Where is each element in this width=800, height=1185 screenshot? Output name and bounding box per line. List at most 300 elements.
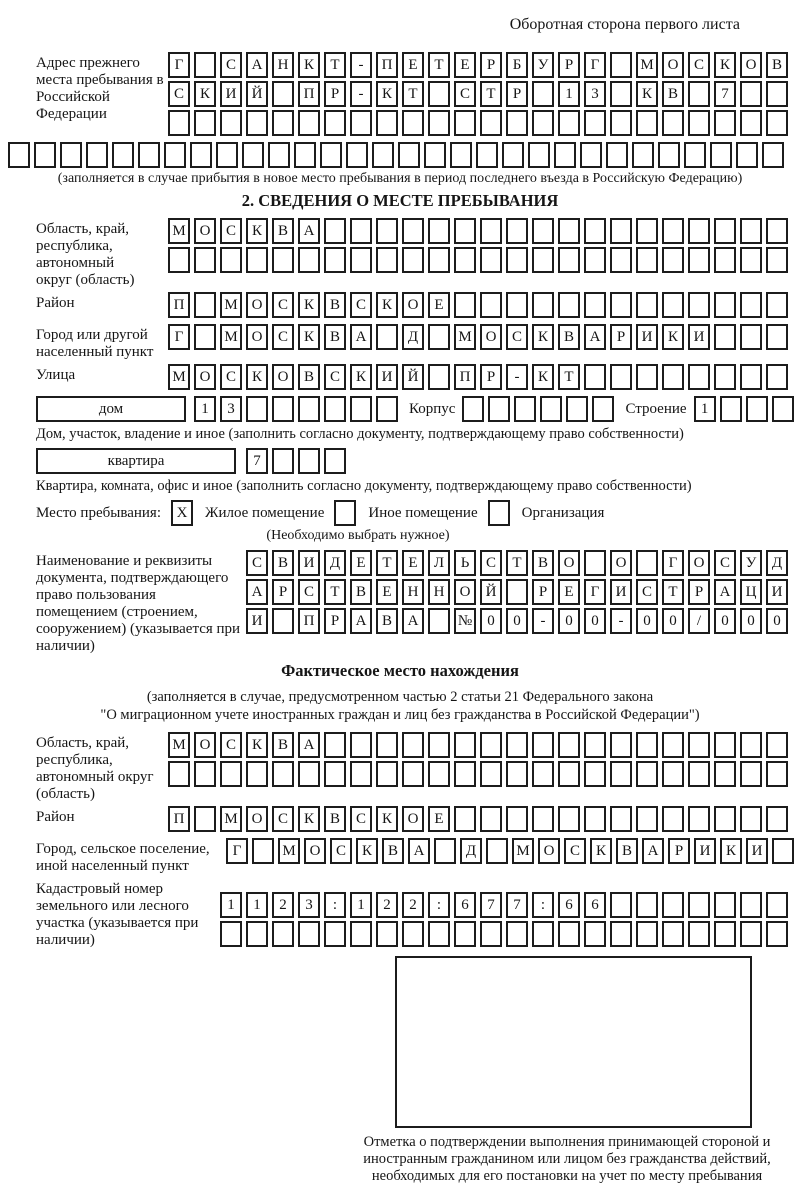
- char-cell: [220, 247, 242, 273]
- char-cell: 6: [584, 892, 606, 918]
- char-cell: /: [688, 608, 710, 634]
- char-cell: Н: [402, 579, 424, 605]
- char-cell: И: [220, 81, 242, 107]
- char-cell: [532, 247, 554, 273]
- char-row: [168, 761, 792, 787]
- char-cell: [190, 142, 212, 168]
- char-cell: [294, 142, 316, 168]
- char-cell: [402, 218, 424, 244]
- char-cell: 2: [272, 892, 294, 918]
- char-cell: [762, 142, 784, 168]
- char-cell: [688, 364, 710, 390]
- char-cell: С: [272, 806, 294, 832]
- char-row: [168, 110, 792, 136]
- char-cell: С: [350, 292, 372, 318]
- char-cell: [740, 324, 762, 350]
- char-cell: С: [324, 364, 346, 390]
- char-cell: [324, 396, 346, 422]
- char-cell: [428, 761, 450, 787]
- char-cell: [532, 81, 554, 107]
- char-cell: [506, 110, 528, 136]
- char-cell: [662, 892, 684, 918]
- kadastr-label: Кадастровый номер земельного или лесного участка (указывается при наличии): [36, 881, 199, 948]
- char-cell: [454, 921, 476, 947]
- char-cell: [480, 732, 502, 758]
- char-cell: М: [168, 218, 190, 244]
- gorod-block: [8, 324, 792, 361]
- char-cell: Т: [506, 550, 528, 576]
- char-cell: [454, 761, 476, 787]
- char-cell: К: [350, 364, 372, 390]
- char-cell: К: [662, 324, 684, 350]
- char-cell: [662, 110, 684, 136]
- char-cell: В: [532, 550, 554, 576]
- char-cell: [662, 218, 684, 244]
- char-cell: М: [454, 324, 476, 350]
- char-cell: Р: [610, 324, 632, 350]
- char-row: [694, 396, 798, 422]
- char-cell: О: [246, 324, 268, 350]
- char-cell: [766, 247, 788, 273]
- fact-subtitle-line2: "О миграционном учете иностранных граждан и лиц без гражданства в Российской Федерации"): [100, 707, 700, 723]
- char-cell: С: [454, 81, 476, 107]
- char-cell: А: [298, 218, 320, 244]
- char-cell: К: [298, 324, 320, 350]
- char-cell: [350, 218, 372, 244]
- char-cell: [740, 892, 762, 918]
- fact-raion-label: Район: [36, 809, 75, 825]
- char-cell: Р: [688, 579, 710, 605]
- char-cell: [714, 218, 736, 244]
- char-cell: [740, 110, 762, 136]
- char-cell: [688, 732, 710, 758]
- checkbox-zhiloe: X: [171, 500, 193, 526]
- prev-address-block: [8, 52, 792, 139]
- char-cell: 1: [694, 396, 716, 422]
- char-cell: [584, 550, 606, 576]
- char-cell: [506, 292, 528, 318]
- char-cell: [194, 52, 216, 78]
- char-cell: [636, 892, 658, 918]
- char-cell: [194, 324, 216, 350]
- char-cell: [558, 110, 580, 136]
- char-cell: [688, 292, 710, 318]
- char-cell: А: [298, 732, 320, 758]
- char-cell: [714, 761, 736, 787]
- char-cell: А: [350, 608, 372, 634]
- char-cell: -: [506, 364, 528, 390]
- char-cell: 0: [480, 608, 502, 634]
- char-row: [462, 396, 618, 422]
- char-cell: С: [688, 52, 710, 78]
- dom-row: [36, 396, 792, 422]
- char-cell: [636, 921, 658, 947]
- char-cell: [194, 806, 216, 832]
- char-cell: 0: [558, 608, 580, 634]
- char-cell: 0: [584, 608, 606, 634]
- char-cell: [298, 110, 320, 136]
- char-cell: [194, 247, 216, 273]
- char-cell: 6: [558, 892, 580, 918]
- char-cell: 7: [506, 892, 528, 918]
- char-cell: [736, 142, 758, 168]
- char-cell: [662, 292, 684, 318]
- char-cell: М: [512, 838, 534, 864]
- char-cell: [662, 732, 684, 758]
- char-cell: Г: [168, 324, 190, 350]
- char-cell: К: [636, 81, 658, 107]
- char-cell: Р: [324, 81, 346, 107]
- char-cell: [636, 806, 658, 832]
- char-cell: И: [610, 579, 632, 605]
- char-cell: [376, 247, 398, 273]
- char-cell: [220, 921, 242, 947]
- char-cell: [376, 732, 398, 758]
- char-cell: [86, 142, 108, 168]
- char-cell: [558, 921, 580, 947]
- char-cell: [584, 247, 606, 273]
- char-cell: -: [532, 608, 554, 634]
- char-cell: Д: [766, 550, 788, 576]
- char-cell: В: [298, 364, 320, 390]
- char-cell: П: [376, 52, 398, 78]
- char-cell: [60, 142, 82, 168]
- char-cell: Т: [402, 81, 424, 107]
- char-cell: [428, 608, 450, 634]
- char-cell: [402, 921, 424, 947]
- char-cell: [434, 838, 456, 864]
- char-cell: П: [298, 608, 320, 634]
- char-cell: М: [220, 324, 242, 350]
- char-cell: Т: [558, 364, 580, 390]
- char-cell: [428, 921, 450, 947]
- char-cell: [272, 921, 294, 947]
- char-cell: [662, 364, 684, 390]
- char-cell: [252, 838, 274, 864]
- char-cell: [424, 142, 446, 168]
- char-cell: С: [506, 324, 528, 350]
- option-zhiloe-label: Жилое помещение: [205, 504, 325, 521]
- char-cell: [324, 732, 346, 758]
- oblast-rows: [168, 218, 792, 276]
- char-cell: Р: [532, 579, 554, 605]
- char-cell: [350, 921, 372, 947]
- char-cell: О: [558, 550, 580, 576]
- char-cell: [688, 921, 710, 947]
- char-cell: Г: [168, 52, 190, 78]
- char-cell: [688, 806, 710, 832]
- char-cell: [324, 448, 346, 474]
- char-cell: [298, 448, 320, 474]
- char-cell: [402, 247, 424, 273]
- char-cell: А: [246, 579, 268, 605]
- char-cell: Г: [226, 838, 248, 864]
- char-cell: [454, 732, 476, 758]
- fact-raion-block: [8, 806, 792, 835]
- char-cell: [194, 110, 216, 136]
- char-cell: [528, 142, 550, 168]
- char-cell: [662, 921, 684, 947]
- char-cell: [194, 292, 216, 318]
- char-cell: [532, 292, 554, 318]
- char-cell: [610, 81, 632, 107]
- char-cell: [428, 81, 450, 107]
- page-header-note: Оборотная сторона первого листа: [509, 16, 740, 33]
- char-cell: [558, 806, 580, 832]
- char-cell: [428, 110, 450, 136]
- char-cell: [350, 396, 372, 422]
- char-cell: Е: [402, 550, 424, 576]
- char-cell: [740, 292, 762, 318]
- char-cell: [766, 110, 788, 136]
- char-cell: К: [376, 292, 398, 318]
- char-cell: 1: [558, 81, 580, 107]
- char-cell: Е: [454, 52, 476, 78]
- char-cell: П: [168, 292, 190, 318]
- char-cell: А: [350, 324, 372, 350]
- prev-address-rows: [168, 52, 792, 139]
- char-cell: [164, 142, 186, 168]
- char-cell: [216, 142, 238, 168]
- char-cell: О: [304, 838, 326, 864]
- char-cell: О: [272, 364, 294, 390]
- char-cell: Е: [350, 550, 372, 576]
- char-cell: [272, 110, 294, 136]
- char-row: [168, 52, 792, 78]
- char-cell: [298, 396, 320, 422]
- char-cell: И: [298, 550, 320, 576]
- char-cell: :: [324, 892, 346, 918]
- char-cell: [34, 142, 56, 168]
- char-cell: С: [220, 364, 242, 390]
- char-cell: [684, 142, 706, 168]
- fact-oblast-label: Область, край, республика, автономный округ (область): [36, 735, 154, 802]
- char-cell: М: [220, 292, 242, 318]
- char-cell: [580, 142, 602, 168]
- char-row: [194, 396, 402, 422]
- char-cell: [688, 81, 710, 107]
- char-cell: [454, 806, 476, 832]
- option-inoe-label: Иное помещение: [368, 504, 478, 521]
- char-cell: [610, 292, 632, 318]
- char-cell: [298, 247, 320, 273]
- char-cell: [766, 761, 788, 787]
- char-cell: 3: [220, 396, 242, 422]
- char-cell: [658, 142, 680, 168]
- char-row: [246, 448, 350, 474]
- char-cell: [514, 396, 536, 422]
- char-cell: В: [350, 579, 372, 605]
- char-cell: [454, 292, 476, 318]
- fact-subtitle-line1: (заполняется в случае, предусмотренном частью 2 статьи 21 Федерального закона: [146, 689, 654, 705]
- char-row: [168, 806, 792, 832]
- char-cell: [688, 110, 710, 136]
- char-cell: [450, 142, 472, 168]
- char-cell: Е: [428, 806, 450, 832]
- char-cell: [766, 218, 788, 244]
- char-cell: [246, 761, 268, 787]
- char-cell: А: [714, 579, 736, 605]
- char-cell: [584, 218, 606, 244]
- char-cell: [476, 142, 498, 168]
- oblast-block: [8, 218, 792, 289]
- char-cell: [454, 218, 476, 244]
- char-cell: 6: [454, 892, 476, 918]
- char-cell: 2: [402, 892, 424, 918]
- char-cell: -: [610, 608, 632, 634]
- char-cell: С: [220, 52, 242, 78]
- char-cell: В: [616, 838, 638, 864]
- char-cell: [246, 921, 268, 947]
- char-cell: [480, 292, 502, 318]
- char-cell: [168, 247, 190, 273]
- char-row: [168, 218, 792, 244]
- fact-oblast-rows: [168, 732, 792, 790]
- char-cell: А: [246, 52, 268, 78]
- char-cell: К: [720, 838, 742, 864]
- char-cell: [720, 396, 742, 422]
- char-cell: [532, 806, 554, 832]
- char-cell: [272, 81, 294, 107]
- char-cell: [610, 364, 632, 390]
- prev-address-label: Адрес прежнего места пребывания в Российской Федерации: [36, 55, 164, 122]
- char-cell: [506, 921, 528, 947]
- char-row: [168, 324, 792, 350]
- char-cell: [324, 761, 346, 787]
- char-cell: Ц: [740, 579, 762, 605]
- char-cell: :: [532, 892, 554, 918]
- document-label: Наименование и реквизиты документа, подтверждающего право пользования помещением (строением, сооружением) (указывается при наличии): [36, 553, 241, 654]
- char-cell: [610, 732, 632, 758]
- char-cell: 3: [298, 892, 320, 918]
- char-cell: №: [454, 608, 476, 634]
- char-cell: [558, 761, 580, 787]
- char-cell: В: [766, 52, 788, 78]
- char-cell: -: [350, 52, 372, 78]
- char-cell: [558, 247, 580, 273]
- char-cell: В: [382, 838, 404, 864]
- char-cell: [772, 838, 794, 864]
- char-cell: О: [688, 550, 710, 576]
- char-cell: В: [324, 324, 346, 350]
- char-cell: [532, 761, 554, 787]
- char-cell: [428, 324, 450, 350]
- char-cell: [740, 732, 762, 758]
- char-cell: Т: [324, 52, 346, 78]
- char-cell: К: [356, 838, 378, 864]
- korpus-label: Корпус: [409, 400, 456, 417]
- char-cell: [766, 732, 788, 758]
- char-cell: [376, 324, 398, 350]
- char-cell: К: [246, 218, 268, 244]
- char-cell: [714, 292, 736, 318]
- char-cell: [454, 247, 476, 273]
- char-cell: Р: [480, 52, 502, 78]
- char-cell: Е: [376, 579, 398, 605]
- char-cell: [766, 324, 788, 350]
- char-cell: [714, 364, 736, 390]
- char-cell: [480, 806, 502, 832]
- char-row: [226, 838, 798, 864]
- char-cell: А: [402, 608, 424, 634]
- char-cell: [636, 364, 658, 390]
- char-cell: [714, 806, 736, 832]
- char-cell: 0: [714, 608, 736, 634]
- char-cell: 0: [766, 608, 788, 634]
- char-row: [168, 247, 792, 273]
- char-cell: И: [746, 838, 768, 864]
- char-cell: [8, 142, 30, 168]
- char-cell: [480, 921, 502, 947]
- char-cell: Д: [402, 324, 424, 350]
- char-cell: [376, 218, 398, 244]
- char-cell: [428, 247, 450, 273]
- char-cell: С: [246, 550, 268, 576]
- char-cell: О: [480, 324, 502, 350]
- char-cell: А: [642, 838, 664, 864]
- char-cell: [502, 142, 524, 168]
- char-cell: [584, 292, 606, 318]
- char-cell: Е: [428, 292, 450, 318]
- char-cell: [636, 218, 658, 244]
- char-cell: С: [272, 324, 294, 350]
- char-cell: О: [194, 364, 216, 390]
- char-cell: 1: [220, 892, 242, 918]
- char-cell: [350, 110, 372, 136]
- prev-address-extra-row: [8, 142, 792, 168]
- char-cell: [350, 732, 372, 758]
- document-block: [8, 550, 792, 655]
- char-cell: [632, 142, 654, 168]
- char-cell: Р: [324, 608, 346, 634]
- ulitsa-block: [8, 364, 792, 393]
- char-cell: К: [298, 52, 320, 78]
- char-cell: К: [246, 732, 268, 758]
- char-cell: [554, 142, 576, 168]
- char-cell: М: [168, 732, 190, 758]
- char-cell: [324, 110, 346, 136]
- char-cell: 0: [506, 608, 528, 634]
- char-cell: 0: [662, 608, 684, 634]
- char-cell: 0: [740, 608, 762, 634]
- char-cell: [376, 396, 398, 422]
- char-cell: [584, 110, 606, 136]
- char-cell: Б: [506, 52, 528, 78]
- char-cell: А: [584, 324, 606, 350]
- char-cell: [376, 761, 398, 787]
- char-cell: [714, 324, 736, 350]
- char-cell: [610, 110, 632, 136]
- char-cell: [168, 761, 190, 787]
- char-cell: 7: [246, 448, 268, 474]
- char-cell: Т: [324, 579, 346, 605]
- char-cell: [272, 761, 294, 787]
- char-cell: У: [532, 52, 554, 78]
- char-cell: [272, 608, 294, 634]
- oblast-label: Область, край, республика, автономный округ (область): [36, 221, 135, 288]
- char-cell: [740, 364, 762, 390]
- char-cell: [636, 110, 658, 136]
- char-cell: [584, 806, 606, 832]
- char-row: [246, 608, 792, 634]
- char-cell: Р: [480, 364, 502, 390]
- char-cell: 0: [636, 608, 658, 634]
- document-rows: [246, 550, 792, 637]
- char-cell: [636, 761, 658, 787]
- char-cell: [246, 396, 268, 422]
- char-cell: С: [636, 579, 658, 605]
- char-cell: 1: [246, 892, 268, 918]
